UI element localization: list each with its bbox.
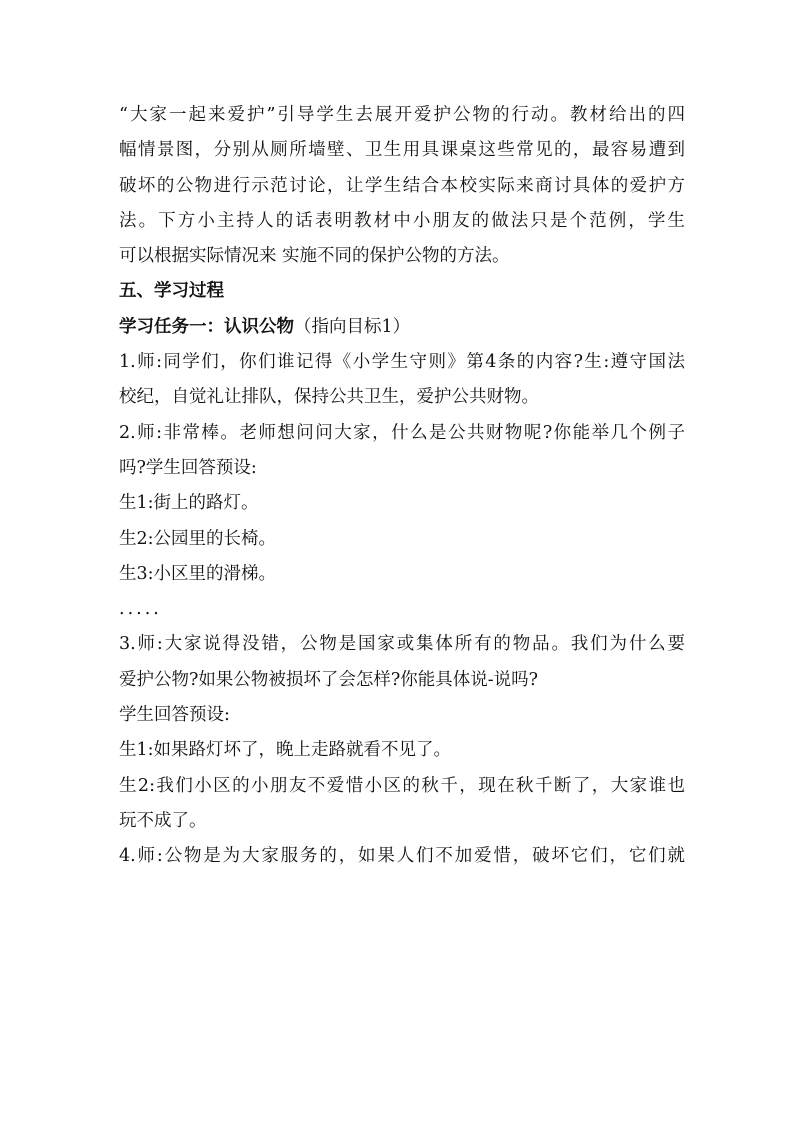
- intro-line: 可以根据实际情况来 实施不同的保护公物的方法。: [119, 246, 510, 267]
- step-line: 3.师:大家说得没错，公物是国家或集体所有的物品。我们为什么要: [119, 634, 685, 655]
- step-line: 校纪，自觉礼让排队，保持公共卫生，爱护公共财物。: [119, 387, 539, 408]
- intro-line: 破坏的公物进行示范讨论，让学生结合本校实际来商讨具体的爱护方: [119, 175, 685, 196]
- step-line: 爱护公物?如果公物被损坏了会怎样?你能具体说-说吗?: [119, 669, 539, 690]
- step-line: 学生回答预设:: [119, 705, 230, 726]
- answer-line: 生3:小区里的滑梯。: [119, 563, 277, 584]
- intro-line: 法。下方小主持人的话表明教材中小朋友的做法只是个范例，学生: [119, 210, 685, 231]
- task-target: （指向目标1）: [294, 316, 411, 337]
- step-line: 1.师:同学们，你们谁记得《小学生守则》第4条的内容?生:遵守国法: [119, 352, 685, 373]
- answer-line: 生1:如果路灯坏了，晚上走路就看不见了。: [119, 740, 452, 761]
- answer-line: 玩不成了。: [119, 810, 207, 831]
- task-heading: [119, 310, 685, 345]
- section-heading: 五、学习过程: [119, 281, 224, 302]
- step-line: 2.师:非常棒。老师想问问大家，什么是公共财物呢?你能举几个例子: [119, 422, 685, 443]
- document-body: [119, 98, 685, 875]
- ellipsis-line: .....: [119, 599, 162, 620]
- task-title: 学习任务一：认识公物: [119, 316, 294, 337]
- step-line: 4.师:公物是为大家服务的，如果人们不加爱惜，破坏它们，它们就: [119, 846, 685, 867]
- answer-line: 生2:我们小区的小朋友不爱惜小区的秋千，现在秋千断了，大家谁也: [119, 775, 685, 796]
- step-line: 吗?学生回答预设:: [119, 457, 257, 478]
- intro-line: “大家一起来爱护”引导学生去展开爱护公物的行动。教材给出的四: [119, 105, 685, 125]
- answer-line: 生2:公园里的长椅。: [119, 528, 277, 549]
- answer-line: 生1:街上的路灯。: [119, 493, 259, 514]
- intro-line: 幅情景图，分别从厕所墙壁、卫生用具课桌这些常见的，最容易遭到: [119, 140, 685, 161]
